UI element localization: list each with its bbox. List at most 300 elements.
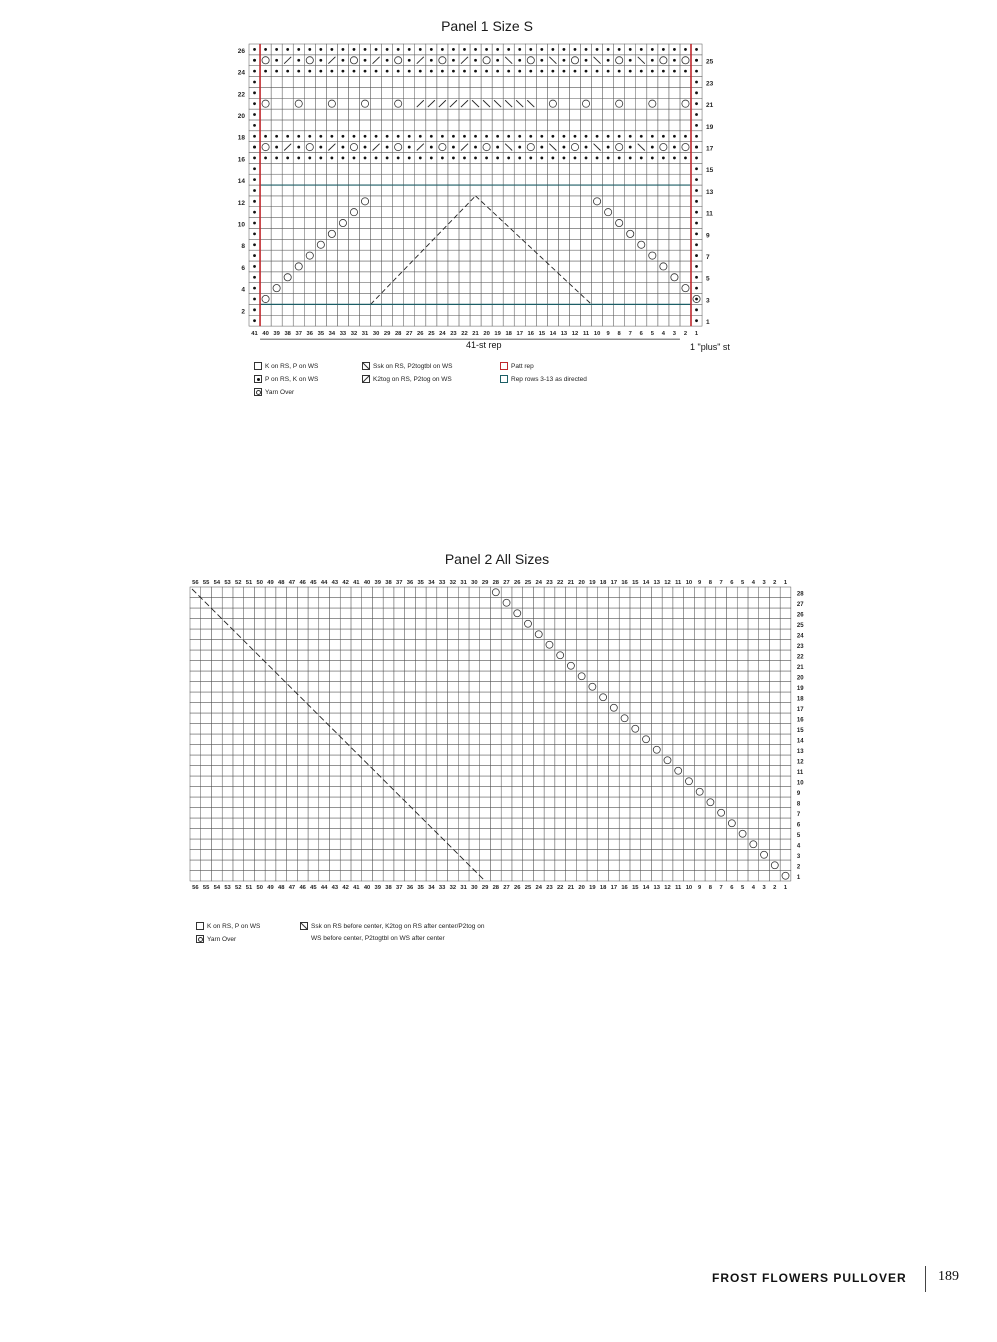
chart2-cell bbox=[533, 860, 544, 871]
chart2-cell bbox=[265, 671, 276, 682]
chart2-cell bbox=[276, 650, 287, 661]
chart2-cell bbox=[244, 619, 255, 630]
stitch-number-top: 48 bbox=[277, 580, 285, 586]
chart2-cell bbox=[587, 808, 598, 819]
chart2-cell bbox=[201, 713, 212, 724]
chart2-cell bbox=[222, 829, 233, 840]
chart2-cell bbox=[351, 860, 362, 871]
chart2-cell bbox=[276, 829, 287, 840]
chart2-cell bbox=[340, 850, 351, 861]
chart2-cell bbox=[748, 587, 759, 598]
chart2-cell bbox=[287, 661, 298, 672]
chart2-cell bbox=[297, 692, 308, 703]
stitch-number-bottom: 16 bbox=[621, 885, 628, 891]
chart2-cell bbox=[415, 661, 426, 672]
chart2-cell bbox=[469, 860, 480, 871]
row-number: 24 bbox=[796, 633, 804, 640]
chart2-cell bbox=[630, 629, 641, 640]
chart2-cell bbox=[372, 871, 383, 882]
chart2-cell bbox=[480, 829, 491, 840]
chart2-cell bbox=[533, 724, 544, 735]
chart2-cell bbox=[501, 650, 512, 661]
chart2-cell bbox=[362, 619, 373, 630]
chart2-cell bbox=[748, 619, 759, 630]
stitch-number-top: 17 bbox=[610, 580, 618, 586]
chart2-cell bbox=[244, 808, 255, 819]
chart2-cell bbox=[458, 818, 469, 829]
chart2-cell bbox=[405, 724, 416, 735]
chart2-cell bbox=[705, 734, 716, 745]
chart2-cell bbox=[340, 671, 351, 682]
chart2-cell bbox=[555, 713, 566, 724]
chart2-cell bbox=[619, 839, 630, 850]
chart2-cell bbox=[211, 682, 222, 693]
stitch-number: 14 bbox=[549, 331, 557, 338]
row-number: 21 bbox=[706, 102, 714, 110]
legend-rep-rows-label: Rep rows 3-13 as directed bbox=[511, 375, 587, 383]
chart2-cell bbox=[222, 671, 233, 682]
chart2-cell bbox=[362, 818, 373, 829]
chart2-cell bbox=[458, 808, 469, 819]
chart2-cell bbox=[533, 797, 544, 808]
chart2-cell bbox=[705, 692, 716, 703]
chart2-cell bbox=[716, 682, 727, 693]
chart2-cell bbox=[694, 703, 705, 714]
chart2-cell bbox=[362, 734, 373, 745]
chart2-cell bbox=[673, 682, 684, 693]
chart2-cell bbox=[544, 682, 555, 693]
chart2-cell bbox=[490, 692, 501, 703]
chart2-cell bbox=[222, 755, 233, 766]
chart2-cell bbox=[533, 850, 544, 861]
chart2-cell bbox=[716, 619, 727, 630]
chart2-cell bbox=[619, 587, 630, 598]
stitch-number-top: 41 bbox=[353, 580, 360, 586]
chart2-cell bbox=[437, 860, 448, 871]
chart2-cell bbox=[512, 629, 523, 640]
chart2-cell bbox=[448, 745, 459, 756]
chart2-cell bbox=[523, 682, 534, 693]
chart2-cell bbox=[651, 829, 662, 840]
chart2-cell bbox=[426, 587, 437, 598]
chart2-cell bbox=[372, 755, 383, 766]
chart2-cell bbox=[415, 755, 426, 766]
stitch-number: 19 bbox=[494, 331, 501, 338]
chart2-cell bbox=[437, 745, 448, 756]
row-number: 6 bbox=[796, 822, 801, 829]
chart2-cell bbox=[651, 713, 662, 724]
chart2-cell bbox=[576, 850, 587, 861]
chart2-cell bbox=[415, 766, 426, 777]
chart2-cell bbox=[716, 818, 727, 829]
chart2-cell bbox=[383, 629, 394, 640]
chart2-cell bbox=[351, 776, 362, 787]
chart2-cell bbox=[780, 839, 791, 850]
stitch-number: 24 bbox=[439, 331, 446, 338]
chart2-cell bbox=[576, 787, 587, 798]
chart2-cell bbox=[383, 587, 394, 598]
chart2-cell bbox=[308, 734, 319, 745]
chart2-cell bbox=[716, 692, 727, 703]
chart2-cell bbox=[190, 713, 201, 724]
chart2-cell bbox=[222, 808, 233, 819]
chart2-cell bbox=[469, 598, 480, 609]
chart2-cell bbox=[448, 640, 459, 651]
chart2-cell bbox=[458, 776, 469, 787]
chart2-cell bbox=[684, 829, 695, 840]
stitch-number: 3 bbox=[672, 331, 677, 338]
row-number: 21 bbox=[796, 665, 804, 671]
stitch-number-top: 40 bbox=[363, 580, 371, 586]
chart2-cell bbox=[576, 619, 587, 630]
chart2-cell bbox=[426, 871, 437, 882]
chart2-cell bbox=[265, 850, 276, 861]
chart2-cell bbox=[780, 818, 791, 829]
chart2-cell bbox=[329, 797, 340, 808]
chart2-cell bbox=[426, 745, 437, 756]
stitch-number-bottom: 46 bbox=[299, 885, 306, 891]
chart2-cell bbox=[351, 713, 362, 724]
chart2-cell bbox=[437, 713, 448, 724]
chart2-cell bbox=[737, 640, 748, 651]
chart2-cell bbox=[276, 871, 287, 882]
chart2-cell bbox=[211, 797, 222, 808]
chart2-cell bbox=[608, 860, 619, 871]
chart2-cell bbox=[394, 797, 405, 808]
chart2-cell bbox=[619, 745, 630, 756]
chart2-cell bbox=[684, 671, 695, 682]
chart2-cell bbox=[340, 766, 351, 777]
chart2-cell bbox=[372, 818, 383, 829]
chart2-cell bbox=[190, 755, 201, 766]
chart2-cell bbox=[780, 745, 791, 756]
chart2-cell bbox=[211, 818, 222, 829]
chart2-cell bbox=[512, 797, 523, 808]
chart2-cell bbox=[533, 587, 544, 598]
chart2-cell bbox=[469, 629, 480, 640]
chart2-cell bbox=[748, 787, 759, 798]
chart2-cell bbox=[319, 766, 330, 777]
chart2-cell bbox=[190, 871, 201, 882]
chart2-cell bbox=[297, 860, 308, 871]
chart2-cell bbox=[372, 682, 383, 693]
chart2-cell bbox=[619, 724, 630, 735]
stitch-number-top: 43 bbox=[331, 580, 339, 586]
chart2-cell bbox=[383, 797, 394, 808]
chart2-cell bbox=[319, 629, 330, 640]
chart2-cell bbox=[641, 724, 652, 735]
chart2-cell bbox=[437, 734, 448, 745]
chart2-cell bbox=[662, 734, 673, 745]
stitch-number-bottom: 55 bbox=[202, 885, 210, 891]
chart2-cell bbox=[319, 808, 330, 819]
chart2-cell bbox=[448, 703, 459, 714]
chart2-cell bbox=[276, 818, 287, 829]
chart2-cell bbox=[190, 724, 201, 735]
chart2-cell bbox=[254, 703, 265, 714]
chart2-cell bbox=[641, 797, 652, 808]
chart2-cell bbox=[362, 598, 373, 609]
chart2-cell bbox=[598, 671, 609, 682]
chart2-cell bbox=[383, 808, 394, 819]
stitch-number-top: 1 bbox=[783, 580, 788, 586]
chart2-cell bbox=[598, 745, 609, 756]
chart2-cell bbox=[297, 640, 308, 651]
chart2-cell bbox=[222, 608, 233, 619]
chart2-cell bbox=[630, 776, 641, 787]
stitch-number-bottom: 14 bbox=[642, 885, 650, 891]
chart2-cell bbox=[372, 860, 383, 871]
chart2-cell bbox=[394, 703, 405, 714]
chart2-cell bbox=[394, 724, 405, 735]
chart2-cell bbox=[362, 871, 373, 882]
chart2-cell bbox=[351, 682, 362, 693]
chart2-cell bbox=[329, 629, 340, 640]
chart2-cell bbox=[329, 640, 340, 651]
chart2-cell bbox=[340, 755, 351, 766]
chart2-cell bbox=[383, 839, 394, 850]
chart2-cell bbox=[662, 829, 673, 840]
chart2-cell bbox=[448, 797, 459, 808]
chart2-cell bbox=[641, 629, 652, 640]
chart2-cell bbox=[555, 671, 566, 682]
chart2-cell bbox=[490, 671, 501, 682]
chart2-cell bbox=[201, 839, 212, 850]
chart2-cell bbox=[254, 724, 265, 735]
chart2-cell bbox=[265, 766, 276, 777]
stitch-number: 30 bbox=[372, 331, 380, 338]
chart2-cell bbox=[394, 671, 405, 682]
chart2-cell bbox=[544, 608, 555, 619]
chart2-cell bbox=[737, 871, 748, 882]
chart2-cell bbox=[587, 587, 598, 598]
chart2-cell bbox=[759, 808, 770, 819]
chart2-cell bbox=[608, 598, 619, 609]
chart2-cell bbox=[780, 776, 791, 787]
chart2-cell bbox=[287, 629, 298, 640]
chart2-cell bbox=[383, 766, 394, 777]
chart2-cell bbox=[233, 682, 244, 693]
chart2-cell bbox=[383, 619, 394, 630]
chart2-cell bbox=[394, 734, 405, 745]
chart2-cell bbox=[523, 745, 534, 756]
chart2-cell bbox=[244, 839, 255, 850]
chart2-cell bbox=[705, 619, 716, 630]
chart2-cell bbox=[415, 787, 426, 798]
stitch-number-bottom: 38 bbox=[385, 885, 392, 891]
chart2-cell bbox=[523, 703, 534, 714]
stitch-number-top: 21 bbox=[567, 580, 575, 586]
chart2-cell bbox=[265, 755, 276, 766]
chart2-cell bbox=[684, 797, 695, 808]
chart2-cell bbox=[254, 797, 265, 808]
chart2-cell bbox=[265, 640, 276, 651]
chart2-cell bbox=[244, 755, 255, 766]
chart2-cell bbox=[544, 629, 555, 640]
chart2-cell bbox=[319, 703, 330, 714]
chart2-cell bbox=[469, 871, 480, 882]
stitch-number-bottom: 52 bbox=[235, 885, 242, 891]
chart2-cell bbox=[737, 850, 748, 861]
chart2-cell bbox=[587, 766, 598, 777]
chart2-cell bbox=[587, 818, 598, 829]
chart2-cell bbox=[201, 850, 212, 861]
chart2-cell bbox=[523, 860, 534, 871]
chart2-cell bbox=[233, 640, 244, 651]
chart2-cell bbox=[405, 818, 416, 829]
chart2-cell bbox=[244, 766, 255, 777]
chart2-cell bbox=[544, 755, 555, 766]
stitch-number-bottom: 45 bbox=[310, 885, 317, 891]
chart2-cell bbox=[769, 587, 780, 598]
stitch-number-bottom: 53 bbox=[224, 885, 231, 891]
stitch-number-bottom: 34 bbox=[428, 885, 435, 891]
chart2-cell bbox=[362, 692, 373, 703]
chart2-cell bbox=[673, 734, 684, 745]
chart2-cell bbox=[641, 871, 652, 882]
chart2-cell bbox=[544, 713, 555, 724]
chart2-cell bbox=[211, 587, 222, 598]
chart2-cell bbox=[265, 713, 276, 724]
chart2-cell bbox=[684, 818, 695, 829]
chart2-cell bbox=[448, 734, 459, 745]
chart2-cell bbox=[297, 608, 308, 619]
chart2-cell bbox=[329, 818, 340, 829]
stitch-number-bottom: 11 bbox=[675, 885, 682, 891]
chart2-cell bbox=[222, 724, 233, 735]
chart2-cell bbox=[437, 766, 448, 777]
stitch-number: 10 bbox=[593, 331, 601, 338]
chart2-cell bbox=[576, 703, 587, 714]
chart2-cell bbox=[694, 808, 705, 819]
chart2-cell bbox=[566, 797, 577, 808]
chart2-cell bbox=[608, 682, 619, 693]
chart2-cell bbox=[523, 650, 534, 661]
chart2-cell bbox=[254, 871, 265, 882]
chart2-cell bbox=[587, 745, 598, 756]
chart2-cell bbox=[211, 713, 222, 724]
stitch-number: 18 bbox=[505, 331, 512, 338]
chart2-cell bbox=[254, 829, 265, 840]
chart2-cell bbox=[619, 640, 630, 651]
ssk-center-swatch-icon bbox=[300, 922, 308, 930]
stitch-number-top: 39 bbox=[374, 580, 382, 586]
chart2-cell bbox=[566, 734, 577, 745]
chart2-cell bbox=[727, 755, 738, 766]
stitch-number: 26 bbox=[417, 331, 424, 338]
chart2-cell bbox=[233, 766, 244, 777]
stitch-number: 39 bbox=[273, 331, 280, 338]
chart2-cell bbox=[469, 766, 480, 777]
chart2-cell bbox=[619, 650, 630, 661]
chart2-cell bbox=[705, 703, 716, 714]
chart2-cell bbox=[533, 818, 544, 829]
chart2-cell bbox=[297, 724, 308, 735]
chart2-cell bbox=[362, 661, 373, 672]
chart2-cell bbox=[651, 619, 662, 630]
stitch-number: 4 bbox=[661, 331, 665, 338]
legend2-knit-label: K on RS, P on WS bbox=[207, 922, 261, 930]
chart2-cell bbox=[372, 808, 383, 819]
chart2-cell bbox=[576, 692, 587, 703]
chart2-cell bbox=[244, 776, 255, 787]
chart2-cell bbox=[201, 650, 212, 661]
stitch-number-bottom: 49 bbox=[267, 885, 274, 891]
chart2-cell bbox=[630, 692, 641, 703]
chart2-cell bbox=[233, 745, 244, 756]
row-number: 12 bbox=[237, 199, 245, 207]
chart2-cell bbox=[748, 745, 759, 756]
chart2-cell bbox=[222, 818, 233, 829]
chart2-cell bbox=[308, 860, 319, 871]
chart2-cell bbox=[244, 860, 255, 871]
stitch-number-top: 47 bbox=[288, 580, 296, 586]
chart2-cell bbox=[190, 797, 201, 808]
stitch-number-top: 52 bbox=[235, 580, 242, 586]
chart2-cell bbox=[319, 640, 330, 651]
chart2-cell bbox=[737, 671, 748, 682]
chart2-cell bbox=[759, 745, 770, 756]
chart2-cell bbox=[437, 829, 448, 840]
stitch-number: 35 bbox=[317, 331, 325, 338]
chart2-cell bbox=[533, 650, 544, 661]
chart2-cell bbox=[480, 871, 491, 882]
chart2-cell bbox=[340, 829, 351, 840]
legend2-ssk-cont bbox=[311, 935, 445, 942]
chart2-cell bbox=[340, 787, 351, 798]
chart2-cell bbox=[566, 598, 577, 609]
chart2-cell bbox=[329, 650, 340, 661]
chart2-cell bbox=[769, 692, 780, 703]
chart2-cell bbox=[490, 661, 501, 672]
chart2-cell bbox=[705, 671, 716, 682]
row-number: 1 bbox=[706, 319, 710, 327]
chart2-cell bbox=[501, 661, 512, 672]
chart2-cell bbox=[759, 640, 770, 651]
chart2-cell bbox=[544, 587, 555, 598]
chart2-cell bbox=[490, 598, 501, 609]
chart2-cell bbox=[480, 682, 491, 693]
chart2-cell bbox=[490, 776, 501, 787]
chart2-cell bbox=[566, 629, 577, 640]
chart2-cell bbox=[426, 650, 437, 661]
chart2-cell bbox=[555, 818, 566, 829]
stitch-number-bottom: 47 bbox=[288, 885, 296, 891]
chart2-cell bbox=[448, 787, 459, 798]
chart2-cell bbox=[501, 619, 512, 630]
chart2-cell bbox=[662, 818, 673, 829]
chart2-cell bbox=[727, 787, 738, 798]
chart2-cell bbox=[769, 871, 780, 882]
chart2-cell bbox=[480, 755, 491, 766]
chart2-cell bbox=[211, 629, 222, 640]
row-number: 15 bbox=[796, 728, 804, 734]
chart2-cell bbox=[287, 692, 298, 703]
chart2-cell bbox=[287, 587, 298, 598]
chart2-cell bbox=[340, 871, 351, 882]
row-number: 17 bbox=[706, 145, 714, 153]
chart2-cell bbox=[759, 829, 770, 840]
chart2-cell bbox=[555, 724, 566, 735]
chart2-cell bbox=[426, 640, 437, 651]
chart2-cell bbox=[533, 703, 544, 714]
chart2-cell bbox=[512, 808, 523, 819]
chart2-cell bbox=[287, 682, 298, 693]
chart2-cell bbox=[727, 703, 738, 714]
chart2-cell bbox=[329, 829, 340, 840]
chart2-cell bbox=[211, 598, 222, 609]
chart2-cell bbox=[587, 787, 598, 798]
